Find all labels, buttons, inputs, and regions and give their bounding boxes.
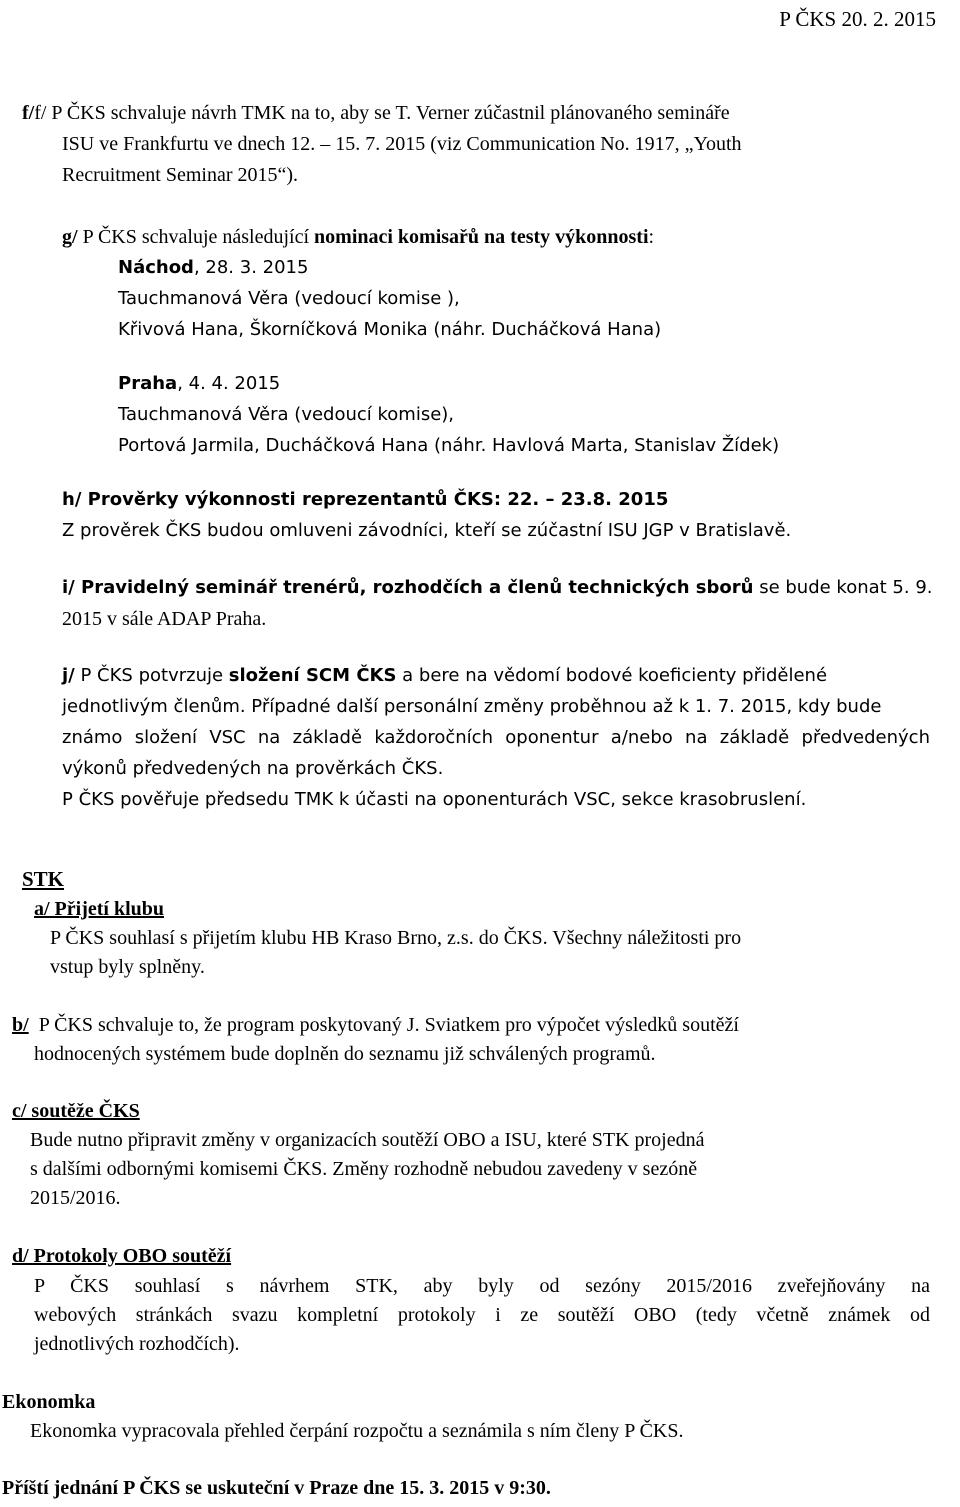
section-g-label: g/	[62, 226, 78, 248]
section-j-line-4: výkonů předvedených na prověrkách ČKS.	[62, 758, 444, 779]
stk-d-title: d/ Protokoly OBO soutěží	[12, 1245, 232, 1267]
section-h-title: h/ Prověrky výkonnosti reprezentantů ČKS: 22. – 23.8. 2015	[62, 489, 669, 510]
nachod-line-2: Křivová Hana, Škorníčková Monika (náhr. Ducháčková Hana)	[118, 319, 662, 340]
stk-c-line-1: Bude nutno připravit změny v organizacích soutěží OBO a ISU, které STK projedná	[30, 1129, 705, 1151]
nachod-line-1: Tauchmanová Věra (vedoucí komise ),	[118, 288, 460, 309]
stk-b-text: P ČKS schvaluje to, že program poskytovaný J. Sviatkem pro výpočet výsledků soutěží	[28, 1014, 739, 1036]
section-j-pre: P ČKS potvrzuje	[74, 665, 229, 686]
praha-date: , 4. 4. 2015	[177, 373, 281, 394]
stk-d-line-2: webových stránkách svazu kompletní protokoly i ze soutěží OBO (tedy včetně známek od	[34, 1304, 930, 1326]
section-i-line-2: 2015 v sále ADAP Praha.	[62, 608, 267, 630]
section-j-label: j/	[62, 665, 75, 686]
praha-heading	[118, 371, 280, 397]
stk-a-title: a/ Přijetí klubu	[34, 898, 165, 920]
section-i-line-1	[62, 575, 933, 601]
section-j-line-2: jednotlivým členům. Případné další personální změny proběhnou až k 1. 7. 2015, kdy bude	[62, 696, 882, 717]
praha-line-1: Tauchmanová Věra (vedoucí komise),	[118, 404, 455, 425]
section-j-line-5: P ČKS pověřuje předsedu TMK k účasti na oponenturách VSC, sekce krasobruslení.	[62, 789, 807, 810]
nachod-place: Náchod	[118, 257, 194, 278]
section-j-bold: složení SCM ČKS	[228, 665, 397, 686]
stk-a-line-2: vstup byly splněny.	[50, 956, 205, 978]
section-i-post: se bude konat 5. 9.	[753, 577, 933, 598]
section-h-text: Z prověrek ČKS budou omluveni závodníci, kteří se zúčastní ISU JGP v Bratislavě.	[62, 520, 792, 541]
nachod-heading	[118, 255, 308, 281]
section-f-text-1: f/ P ČKS schvaluje návrh TMK na to, aby se T. Verner zúčastnil plánovaného semináře	[34, 102, 730, 124]
section-j-post: a bere na vědomí bodové koeficienty přidělené	[396, 665, 828, 686]
section-g-post: :	[648, 226, 655, 248]
section-j-line-3: známo složení VSC na základě každoročních oponentur a/nebo na základě předvedených	[62, 727, 930, 748]
ekonomka-text: Ekonomka vypracovala přehled čerpání rozpočtu a seznámila s ním členy P ČKS.	[30, 1420, 684, 1442]
stk-b-line-1	[12, 1012, 739, 1038]
section-i-bold: i/ Pravidelný seminář trenérů, rozhodčích a členů technických sborů	[62, 577, 754, 598]
section-f-line-1: f/f/ P ČKS schvaluje návrh TMK na to, aby se T. Verner zúčastnil plánovaného semináře	[22, 102, 730, 124]
stk-b-line-2: hodnocených systémem bude doplněn do seznamu již schválených programů.	[34, 1043, 656, 1065]
page-header: P ČKS 20. 2. 2015	[779, 7, 936, 31]
stk-d-line-1: P ČKS souhlasí s návrhem STK, aby byly od sezóny 2015/2016 zveřejňovány na	[34, 1275, 930, 1297]
ekonomka-title: Ekonomka	[2, 1391, 96, 1413]
next-meeting: Příští jednání P ČKS se uskuteční v Praze dne 15. 3. 2015 v 9:30.	[2, 1477, 551, 1499]
section-f-line-2: ISU ve Frankfurtu ve dnech 12. – 15. 7. 2015 (viz Communication No. 1917, „Youth	[62, 133, 742, 155]
section-g-bold: nominaci komisařů na testy výkonnosti	[314, 226, 649, 248]
stk-title: STK	[22, 867, 65, 891]
praha-line-2: Portová Jarmila, Ducháčková Hana (náhr. Havlová Marta, Stanislav Žídek)	[118, 435, 780, 456]
section-f-line-3: Recruitment Seminar 2015“).	[62, 164, 299, 186]
section-j-line-1	[62, 663, 827, 689]
praha-place: Praha	[118, 373, 178, 394]
stk-c-line-3: 2015/2016.	[30, 1187, 121, 1209]
nachod-date: , 28. 3. 2015	[193, 257, 309, 278]
stk-c-title: c/ soutěže ČKS	[12, 1100, 140, 1122]
stk-a-line-1: P ČKS souhlasí s přijetím klubu HB Kraso Brno, z.s. do ČKS. Všechny náležitosti pro	[50, 927, 742, 949]
section-g-pre: P ČKS schvaluje následující	[82, 226, 310, 248]
stk-b-label: b/	[12, 1014, 29, 1036]
section-g-heading	[62, 224, 654, 250]
stk-c-line-2: s dalšími odbornými komisemi ČKS. Změny rozhodně nebudou zavedeny v sezóně	[30, 1158, 698, 1180]
stk-d-line-3: jednotlivých rozhodčích).	[34, 1333, 240, 1355]
